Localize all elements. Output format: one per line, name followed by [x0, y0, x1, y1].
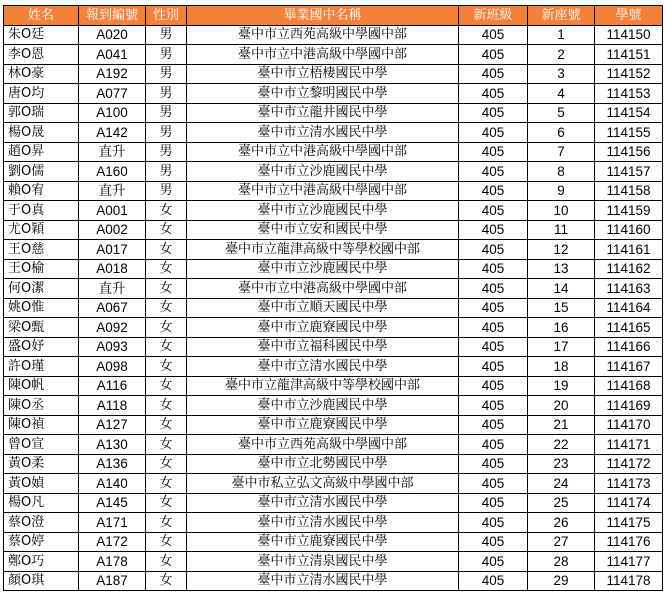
cell-student-id: 114163	[595, 279, 663, 299]
cell-registration-no: A130	[79, 435, 146, 455]
cell-new-class: 405	[459, 162, 528, 182]
cell-junior-high-school: 臺中市立清水國民中學	[187, 513, 459, 533]
table-row	[4, 532, 663, 552]
cell-new-class: 405	[459, 571, 528, 591]
cell-registration-no: 直升	[79, 279, 146, 299]
cell-new-class: 405	[459, 376, 528, 396]
cell-name: 劉O儒	[4, 162, 79, 182]
cell-new-class: 405	[459, 298, 528, 318]
cell-student-id: 114155	[595, 123, 663, 143]
cell-student-id: 114170	[595, 415, 663, 435]
cell-new-seat-no: 3	[528, 64, 595, 84]
cell-new-seat-no: 18	[528, 357, 595, 377]
table-row	[4, 571, 663, 591]
cell-junior-high-school: 臺中市立梧棲國民中學	[187, 64, 459, 84]
cell-gender: 男	[146, 103, 187, 123]
cell-name: 王O榆	[4, 259, 79, 279]
cell-registration-no: A187	[79, 571, 146, 591]
cell-student-id: 114166	[595, 337, 663, 357]
cell-registration-no: A098	[79, 357, 146, 377]
cell-registration-no: A136	[79, 454, 146, 474]
cell-student-id: 114156	[595, 142, 663, 162]
cell-gender: 男	[146, 123, 187, 143]
cell-name: 鄭O巧	[4, 552, 79, 572]
cell-junior-high-school: 臺中市立沙鹿國民中學	[187, 201, 459, 221]
cell-new-class: 405	[459, 142, 528, 162]
cell-student-id: 114164	[595, 298, 663, 318]
cell-new-seat-no: 14	[528, 279, 595, 299]
cell-registration-no: A077	[79, 84, 146, 104]
cell-name: 顏O琪	[4, 571, 79, 591]
table-row	[4, 357, 663, 377]
cell-new-class: 405	[459, 454, 528, 474]
cell-gender: 女	[146, 571, 187, 591]
cell-name: 許O瑾	[4, 357, 79, 377]
cell-student-id: 114174	[595, 493, 663, 513]
cell-new-class: 405	[459, 357, 528, 377]
header-student-id: 學號	[595, 6, 663, 26]
table-row	[4, 25, 663, 45]
cell-gender: 女	[146, 376, 187, 396]
cell-gender: 女	[146, 279, 187, 299]
cell-registration-no: A067	[79, 298, 146, 318]
cell-new-class: 405	[459, 123, 528, 143]
header-registration-no: 報到編號	[79, 6, 146, 26]
cell-new-class: 405	[459, 103, 528, 123]
cell-junior-high-school: 臺中市立西苑高級中學國中部	[187, 25, 459, 45]
cell-registration-no: A142	[79, 123, 146, 143]
cell-name: 蔡O婷	[4, 532, 79, 552]
cell-junior-high-school: 臺中市立福科國民中學	[187, 337, 459, 357]
table-row	[4, 181, 663, 201]
cell-registration-no: A172	[79, 532, 146, 552]
cell-name: 唐O均	[4, 84, 79, 104]
cell-gender: 女	[146, 298, 187, 318]
cell-name: 楊O晟	[4, 123, 79, 143]
cell-gender: 女	[146, 532, 187, 552]
cell-junior-high-school: 臺中市立安和國民中學	[187, 220, 459, 240]
cell-student-id: 114158	[595, 181, 663, 201]
cell-junior-high-school: 臺中市立沙鹿國民中學	[187, 396, 459, 416]
cell-junior-high-school: 臺中市立龍津高級中等學校國中部	[187, 376, 459, 396]
cell-junior-high-school: 臺中市立中港高級中學國中部	[187, 279, 459, 299]
cell-registration-no: A145	[79, 493, 146, 513]
cell-new-seat-no: 7	[528, 142, 595, 162]
table-row	[4, 435, 663, 455]
cell-name: 郭O瑞	[4, 103, 79, 123]
cell-new-seat-no: 24	[528, 474, 595, 494]
table-row	[4, 162, 663, 182]
table-row	[4, 142, 663, 162]
header-junior-high-school: 畢業國中名稱	[187, 6, 459, 26]
cell-new-class: 405	[459, 181, 528, 201]
cell-gender: 男	[146, 64, 187, 84]
cell-new-seat-no: 20	[528, 396, 595, 416]
cell-new-seat-no: 13	[528, 259, 595, 279]
cell-new-seat-no: 28	[528, 552, 595, 572]
cell-junior-high-school: 臺中市私立弘文高級中學國中部	[187, 474, 459, 494]
cell-name: 黃O柔	[4, 454, 79, 474]
cell-name: 曾O宣	[4, 435, 79, 455]
cell-new-class: 405	[459, 279, 528, 299]
header-new-class: 新班級	[459, 6, 528, 26]
header-name: 姓名	[4, 6, 79, 26]
cell-registration-no: A002	[79, 220, 146, 240]
table-row	[4, 318, 663, 338]
cell-name: 蔡O澄	[4, 513, 79, 533]
cell-new-seat-no: 23	[528, 454, 595, 474]
cell-gender: 女	[146, 552, 187, 572]
header-row	[4, 6, 663, 26]
cell-registration-no: A001	[79, 201, 146, 221]
cell-junior-high-school: 臺中市立中港高級中學國中部	[187, 181, 459, 201]
cell-new-seat-no: 19	[528, 376, 595, 396]
cell-student-id: 114160	[595, 220, 663, 240]
cell-new-class: 405	[459, 240, 528, 260]
cell-new-seat-no: 9	[528, 181, 595, 201]
cell-student-id: 114161	[595, 240, 663, 260]
cell-new-class: 405	[459, 396, 528, 416]
cell-name: 姚O惟	[4, 298, 79, 318]
cell-new-seat-no: 12	[528, 240, 595, 260]
cell-new-class: 405	[459, 415, 528, 435]
cell-registration-no: A116	[79, 376, 146, 396]
cell-student-id: 114150	[595, 25, 663, 45]
cell-student-id: 114152	[595, 64, 663, 84]
table-row	[4, 45, 663, 65]
cell-registration-no: A178	[79, 552, 146, 572]
cell-student-id: 114168	[595, 376, 663, 396]
cell-new-class: 405	[459, 318, 528, 338]
cell-student-id: 114153	[595, 84, 663, 104]
table-row	[4, 201, 663, 221]
cell-gender: 男	[146, 162, 187, 182]
cell-new-class: 405	[459, 337, 528, 357]
table-body	[4, 25, 663, 591]
cell-registration-no: A018	[79, 259, 146, 279]
cell-junior-high-school: 臺中市立鹿寮國民中學	[187, 318, 459, 338]
cell-name: 趙O昇	[4, 142, 79, 162]
cell-new-class: 405	[459, 45, 528, 65]
cell-registration-no: A140	[79, 474, 146, 494]
cell-new-class: 405	[459, 25, 528, 45]
cell-junior-high-school: 臺中市立北勢國民中學	[187, 454, 459, 474]
table-row	[4, 279, 663, 299]
cell-new-class: 405	[459, 435, 528, 455]
cell-junior-high-school: 臺中市立中港高級中學國中部	[187, 142, 459, 162]
cell-new-class: 405	[459, 493, 528, 513]
cell-new-seat-no: 1	[528, 25, 595, 45]
cell-student-id: 114167	[595, 357, 663, 377]
table-row	[4, 474, 663, 494]
cell-gender: 女	[146, 240, 187, 260]
cell-student-id: 114165	[595, 318, 663, 338]
cell-gender: 男	[146, 84, 187, 104]
table-row	[4, 84, 663, 104]
header-gender: 性別	[146, 6, 187, 26]
cell-new-seat-no: 10	[528, 201, 595, 221]
cell-new-seat-no: 11	[528, 220, 595, 240]
cell-registration-no: A171	[79, 513, 146, 533]
cell-new-class: 405	[459, 64, 528, 84]
cell-student-id: 114173	[595, 474, 663, 494]
cell-name: 楊O凡	[4, 493, 79, 513]
cell-student-id: 114169	[595, 396, 663, 416]
table-row	[4, 415, 663, 435]
table-row	[4, 64, 663, 84]
cell-new-class: 405	[459, 552, 528, 572]
cell-name: 李O恩	[4, 45, 79, 65]
cell-student-id: 114157	[595, 162, 663, 182]
table-row	[4, 123, 663, 143]
cell-student-id: 114177	[595, 552, 663, 572]
cell-name: 賴O宥	[4, 181, 79, 201]
cell-junior-high-school: 臺中市立清水國民中學	[187, 357, 459, 377]
cell-new-class: 405	[459, 84, 528, 104]
cell-new-seat-no: 17	[528, 337, 595, 357]
cell-gender: 男	[146, 181, 187, 201]
cell-gender: 女	[146, 396, 187, 416]
cell-gender: 女	[146, 357, 187, 377]
cell-junior-high-school: 臺中市立黎明國民中學	[187, 84, 459, 104]
cell-registration-no: 直升	[79, 142, 146, 162]
cell-new-seat-no: 15	[528, 298, 595, 318]
cell-gender: 男	[146, 142, 187, 162]
cell-name: 朱O廷	[4, 25, 79, 45]
table-header	[4, 6, 663, 26]
cell-registration-no: A160	[79, 162, 146, 182]
table-row	[4, 103, 663, 123]
cell-junior-high-school: 臺中市立清水國民中學	[187, 571, 459, 591]
cell-new-seat-no: 16	[528, 318, 595, 338]
cell-registration-no: 直升	[79, 181, 146, 201]
cell-new-class: 405	[459, 220, 528, 240]
cell-junior-high-school: 臺中市立清水國民中學	[187, 123, 459, 143]
cell-new-seat-no: 5	[528, 103, 595, 123]
cell-student-id: 114175	[595, 513, 663, 533]
cell-name: 陳O丞	[4, 396, 79, 416]
cell-gender: 女	[146, 474, 187, 494]
cell-new-seat-no: 2	[528, 45, 595, 65]
cell-new-seat-no: 25	[528, 493, 595, 513]
class-roster-table	[3, 5, 663, 591]
cell-student-id: 114176	[595, 532, 663, 552]
cell-registration-no: A127	[79, 415, 146, 435]
cell-junior-high-school: 臺中市立西苑高級中學國中部	[187, 435, 459, 455]
cell-name: 王O慈	[4, 240, 79, 260]
header-new-seat-no: 新座號	[528, 6, 595, 26]
cell-gender: 女	[146, 318, 187, 338]
cell-junior-high-school: 臺中市立鹿寮國民中學	[187, 415, 459, 435]
table-row	[4, 376, 663, 396]
cell-gender: 女	[146, 259, 187, 279]
cell-gender: 女	[146, 337, 187, 357]
cell-student-id: 114159	[595, 201, 663, 221]
cell-registration-no: A118	[79, 396, 146, 416]
cell-junior-high-school: 臺中市立沙鹿國民中學	[187, 162, 459, 182]
cell-name: 何O潔	[4, 279, 79, 299]
cell-name: 黃O媜	[4, 474, 79, 494]
table-row	[4, 240, 663, 260]
cell-gender: 女	[146, 435, 187, 455]
cell-new-seat-no: 27	[528, 532, 595, 552]
cell-gender: 女	[146, 415, 187, 435]
cell-new-seat-no: 4	[528, 84, 595, 104]
cell-junior-high-school: 臺中市立清泉國民中學	[187, 552, 459, 572]
cell-student-id: 114178	[595, 571, 663, 591]
table-row	[4, 298, 663, 318]
table-row	[4, 220, 663, 240]
cell-new-seat-no: 8	[528, 162, 595, 182]
cell-name: 林O豪	[4, 64, 79, 84]
cell-name: 于O真	[4, 201, 79, 221]
table-row	[4, 493, 663, 513]
cell-junior-high-school: 臺中市立中港高級中學國中部	[187, 45, 459, 65]
cell-new-seat-no: 22	[528, 435, 595, 455]
cell-junior-high-school: 臺中市立鹿寮國民中學	[187, 532, 459, 552]
cell-gender: 女	[146, 220, 187, 240]
cell-gender: 女	[146, 454, 187, 474]
table-row	[4, 513, 663, 533]
table-row	[4, 259, 663, 279]
cell-registration-no: A100	[79, 103, 146, 123]
cell-student-id: 114154	[595, 103, 663, 123]
cell-registration-no: A192	[79, 64, 146, 84]
cell-registration-no: A092	[79, 318, 146, 338]
cell-name: 梁O甄	[4, 318, 79, 338]
cell-student-id: 114171	[595, 435, 663, 455]
cell-student-id: 114172	[595, 454, 663, 474]
cell-new-class: 405	[459, 513, 528, 533]
cell-new-seat-no: 29	[528, 571, 595, 591]
cell-gender: 男	[146, 25, 187, 45]
cell-new-seat-no: 26	[528, 513, 595, 533]
cell-name: 尤O穎	[4, 220, 79, 240]
cell-name: 盛O妤	[4, 337, 79, 357]
cell-registration-no: A093	[79, 337, 146, 357]
cell-gender: 男	[146, 45, 187, 65]
cell-new-class: 405	[459, 201, 528, 221]
cell-junior-high-school: 臺中市立沙鹿國民中學	[187, 259, 459, 279]
cell-gender: 女	[146, 201, 187, 221]
cell-junior-high-school: 臺中市立順天國民中學	[187, 298, 459, 318]
cell-registration-no: A041	[79, 45, 146, 65]
cell-student-id: 114151	[595, 45, 663, 65]
cell-name: 陳O帆	[4, 376, 79, 396]
cell-new-class: 405	[459, 474, 528, 494]
cell-gender: 女	[146, 493, 187, 513]
cell-name: 陳O禎	[4, 415, 79, 435]
table-row	[4, 454, 663, 474]
cell-junior-high-school: 臺中市立清水國民中學	[187, 493, 459, 513]
cell-gender: 女	[146, 513, 187, 533]
cell-registration-no: A017	[79, 240, 146, 260]
cell-new-seat-no: 6	[528, 123, 595, 143]
cell-new-class: 405	[459, 259, 528, 279]
table-row	[4, 396, 663, 416]
cell-junior-high-school: 臺中市立龍津高級中等學校國中部	[187, 240, 459, 260]
table-row	[4, 337, 663, 357]
cell-new-class: 405	[459, 532, 528, 552]
cell-junior-high-school: 臺中市立龍井國民中學	[187, 103, 459, 123]
cell-registration-no: A020	[79, 25, 146, 45]
cell-new-seat-no: 21	[528, 415, 595, 435]
cell-student-id: 114162	[595, 259, 663, 279]
table-row	[4, 552, 663, 572]
